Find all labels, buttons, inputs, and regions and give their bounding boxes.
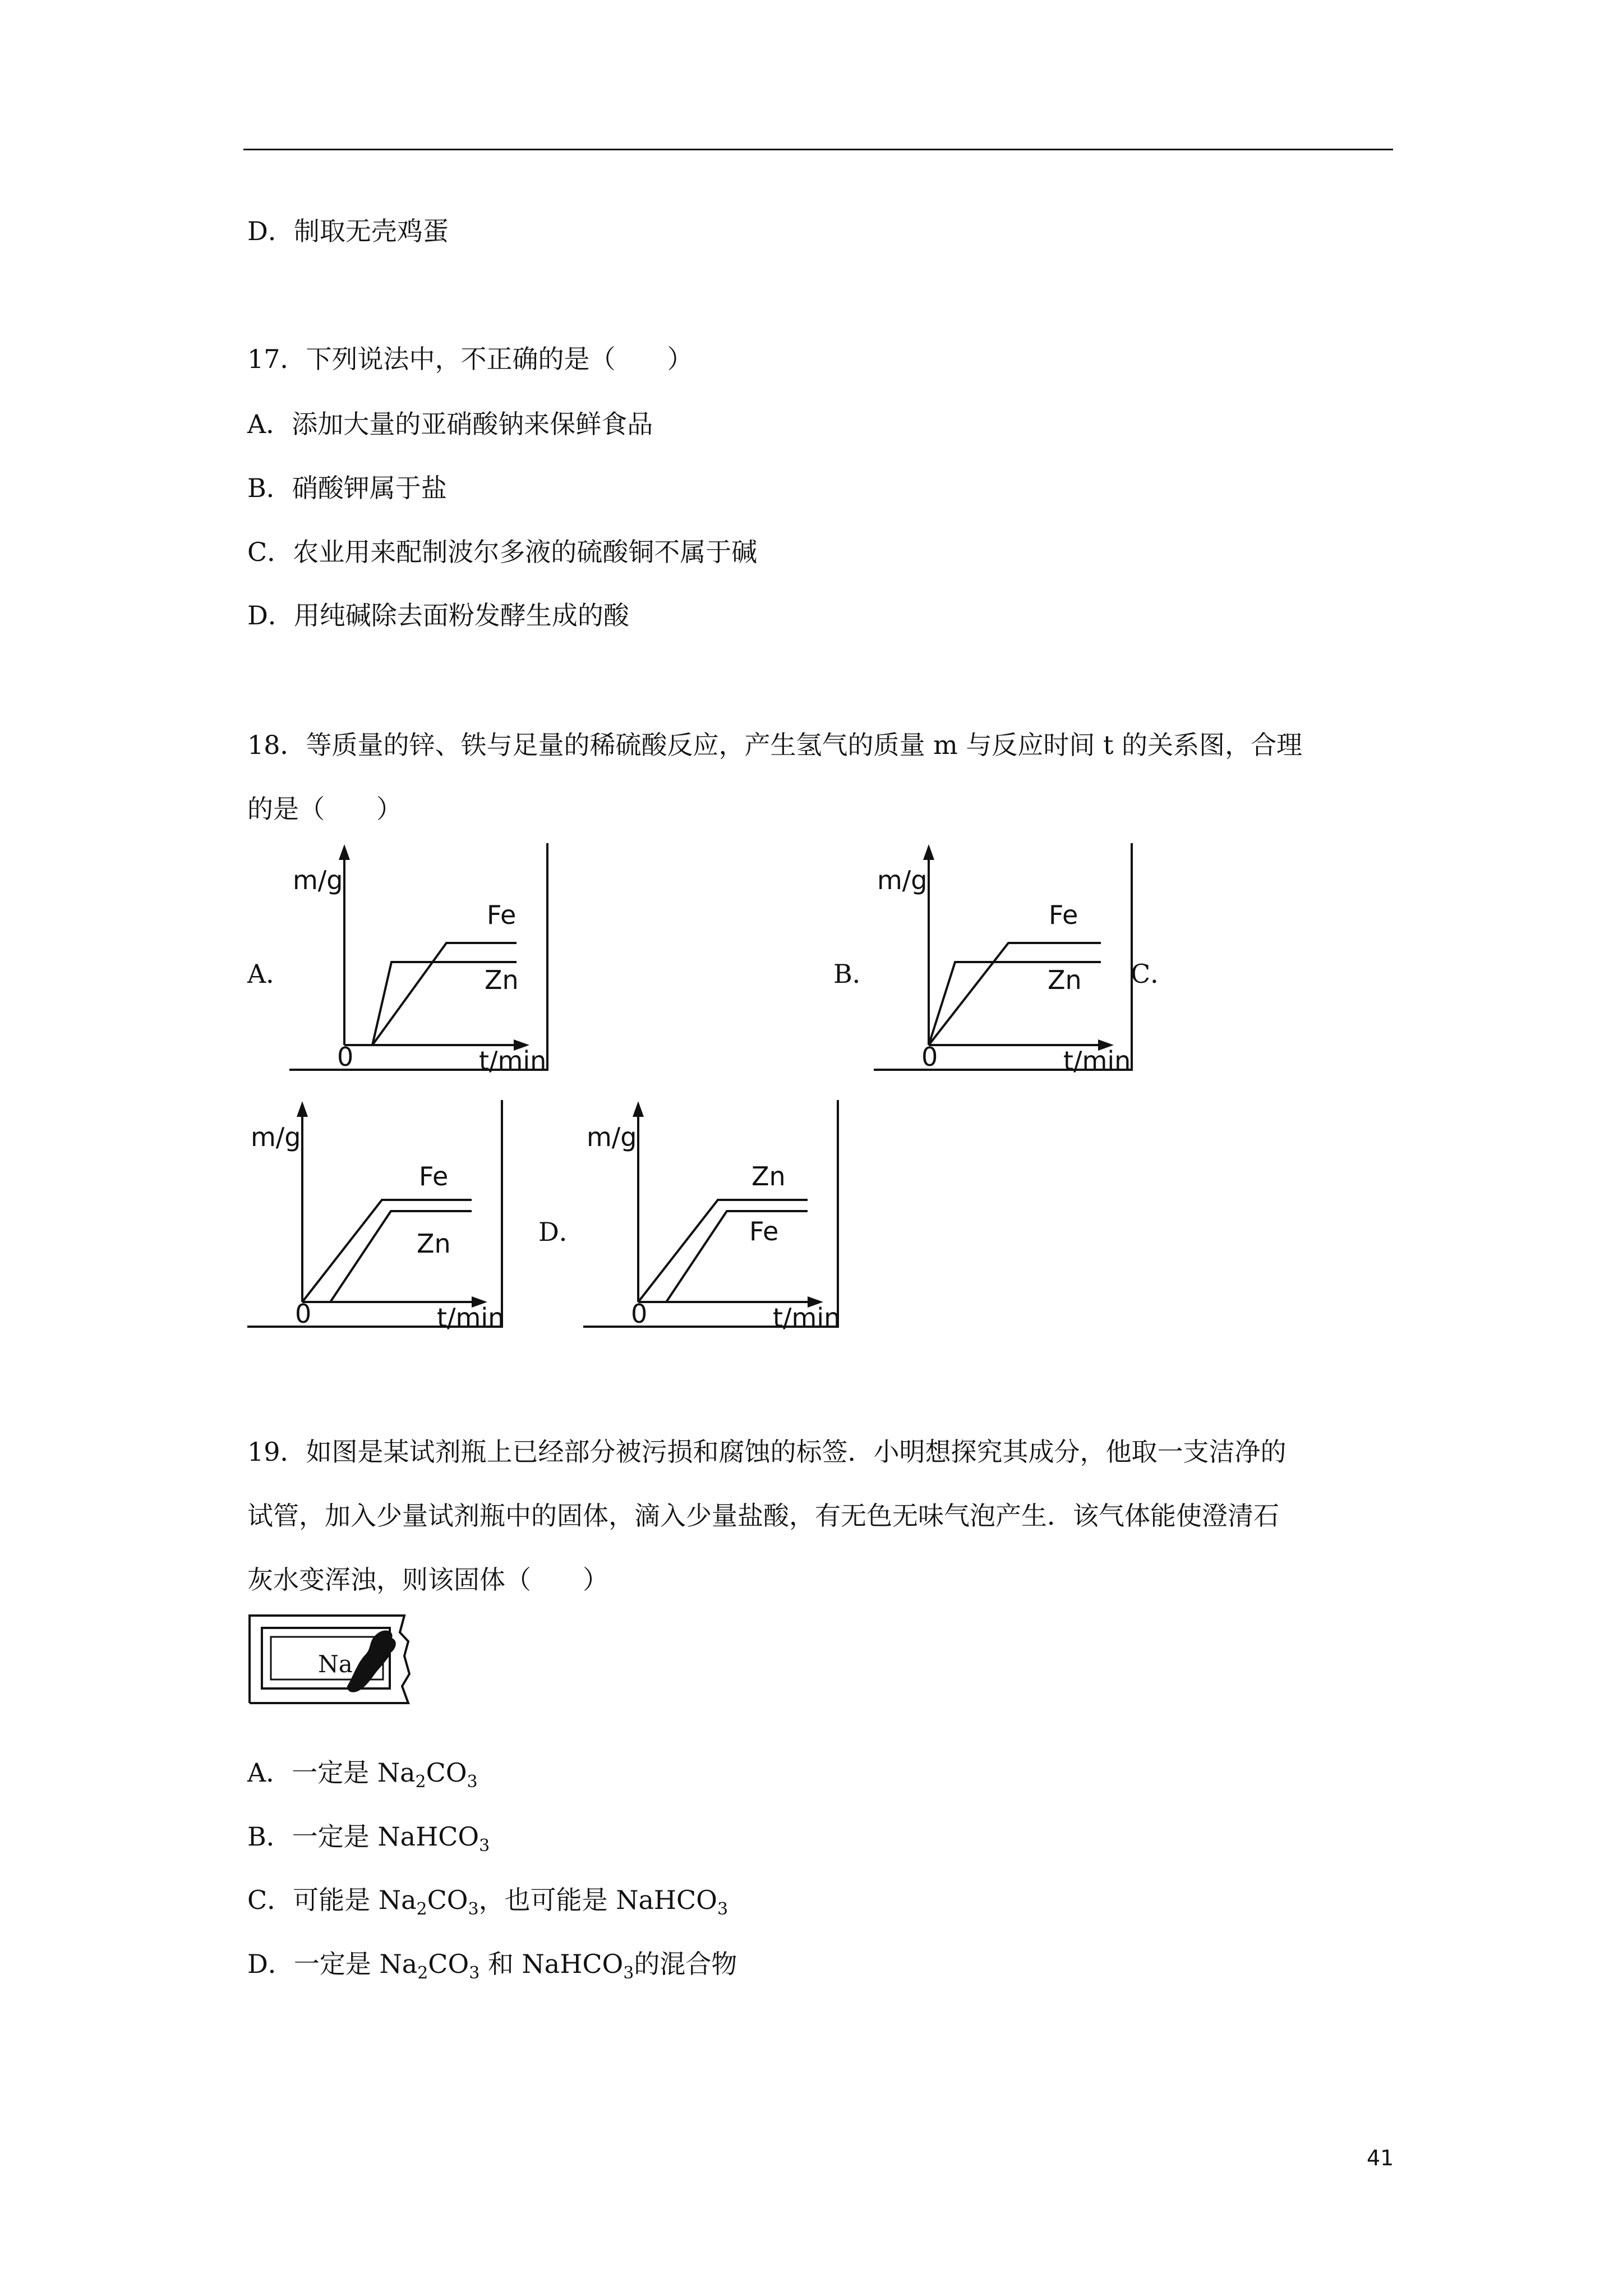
q17-option-b: B．硝酸钾属于盐	[247, 473, 447, 503]
q16-option-d: D．制取无壳鸡蛋	[247, 216, 449, 246]
graph-b-y-axis-label: m/g	[877, 865, 928, 895]
q18-option-d-letter: D．	[538, 1217, 585, 1247]
q17-stem: 17．下列说法中，不正确的是（ ）	[247, 344, 693, 374]
q18-graph-c	[247, 1096, 511, 1331]
q18-graph-b	[874, 839, 1137, 1074]
q18-option-b-letter: B．	[833, 959, 878, 989]
q18-graph-a	[289, 839, 553, 1074]
graph-a-origin-label: 0	[337, 1042, 354, 1072]
graph-a-upper-curve-label: Fe	[487, 900, 517, 930]
q17-option-a: A．添加大量的亚硝酸钠来保鲜食品	[247, 409, 653, 439]
q19-option-a: A．一定是 $Na_2CO_3$	[247, 1757, 478, 1792]
graph-d-upper-curve-label: Zn	[751, 1161, 786, 1191]
q19-stem-line3: 灰水变浑浊，则该固体（ ）	[247, 1565, 608, 1595]
q17-option-c: C．农业用来配制波尔多液的硫酸铜不属于碱	[247, 537, 758, 567]
q18-stem-line1: 18．等质量的锌、铁与足量的稀硫酸反应，产生氢气的质量 m 与反应时间 t 的关系图，合理	[247, 730, 1303, 760]
q17-option-d: D．用纯碱除去面粉发酵生成的酸	[247, 600, 629, 631]
graph-c-upper-curve-label: Fe	[419, 1161, 449, 1191]
page-number: 41	[1367, 2146, 1394, 2170]
graph-c-x-axis-label: t/min	[437, 1303, 505, 1331]
graph-b-lower-curve-label: Zn	[1048, 965, 1082, 995]
graph-d-x-axis-label: t/min	[773, 1303, 841, 1331]
graph-b-upper-curve-label: Fe	[1049, 900, 1078, 930]
graph-c-origin-label: 0	[295, 1299, 312, 1329]
graph-a-y-axis-label: m/g	[293, 865, 343, 895]
graph-a-x-axis-label: t/min	[479, 1046, 547, 1074]
graph-d-y-axis-label: m/g	[587, 1122, 637, 1152]
graph-c-lower-curve-label: Zn	[417, 1228, 451, 1259]
q19-stem-line1: 19．如图是某试剂瓶上已经部分被污损和腐蚀的标签．小明想探究其成分，他取一支洁净的	[247, 1437, 1287, 1467]
q18-graph-d	[583, 1096, 847, 1331]
graph-a-lower-curve-label: Zn	[485, 965, 519, 995]
stain-blot	[347, 1630, 396, 1692]
reagent-label-image	[247, 1613, 411, 1705]
graph-d-lower-curve-label: Fe	[749, 1216, 779, 1246]
q18-option-a-letter: A．	[247, 959, 292, 989]
q18-stem-line2: 的是（ ）	[247, 794, 402, 824]
graph-c-y-axis-label: m/g	[251, 1122, 301, 1152]
q19-option-b: B．一定是 NaHCO$_3$	[247, 1821, 490, 1856]
q19-option-c: C．可能是 $Na_2CO_3$，也可能是 NaHCO$_3$	[247, 1885, 728, 1919]
q19-option-d: D．一定是 $Na_2CO_3$ 和 NaHCO$_3$的混合物	[247, 1949, 737, 1983]
header-rule	[243, 149, 1393, 150]
graph-d-origin-label: 0	[631, 1299, 648, 1329]
q19-stem-line2: 试管，加入少量试剂瓶中的固体，滴入少量盐酸，有无色无味气泡产生．该气体能使澄清石	[247, 1501, 1279, 1531]
graph-b-x-axis-label: t/min	[1063, 1046, 1131, 1074]
q18-option-c-letter: C．	[1131, 959, 1177, 989]
label-na-text: Na	[318, 1650, 353, 1678]
graph-b-origin-label: 0	[921, 1042, 938, 1072]
